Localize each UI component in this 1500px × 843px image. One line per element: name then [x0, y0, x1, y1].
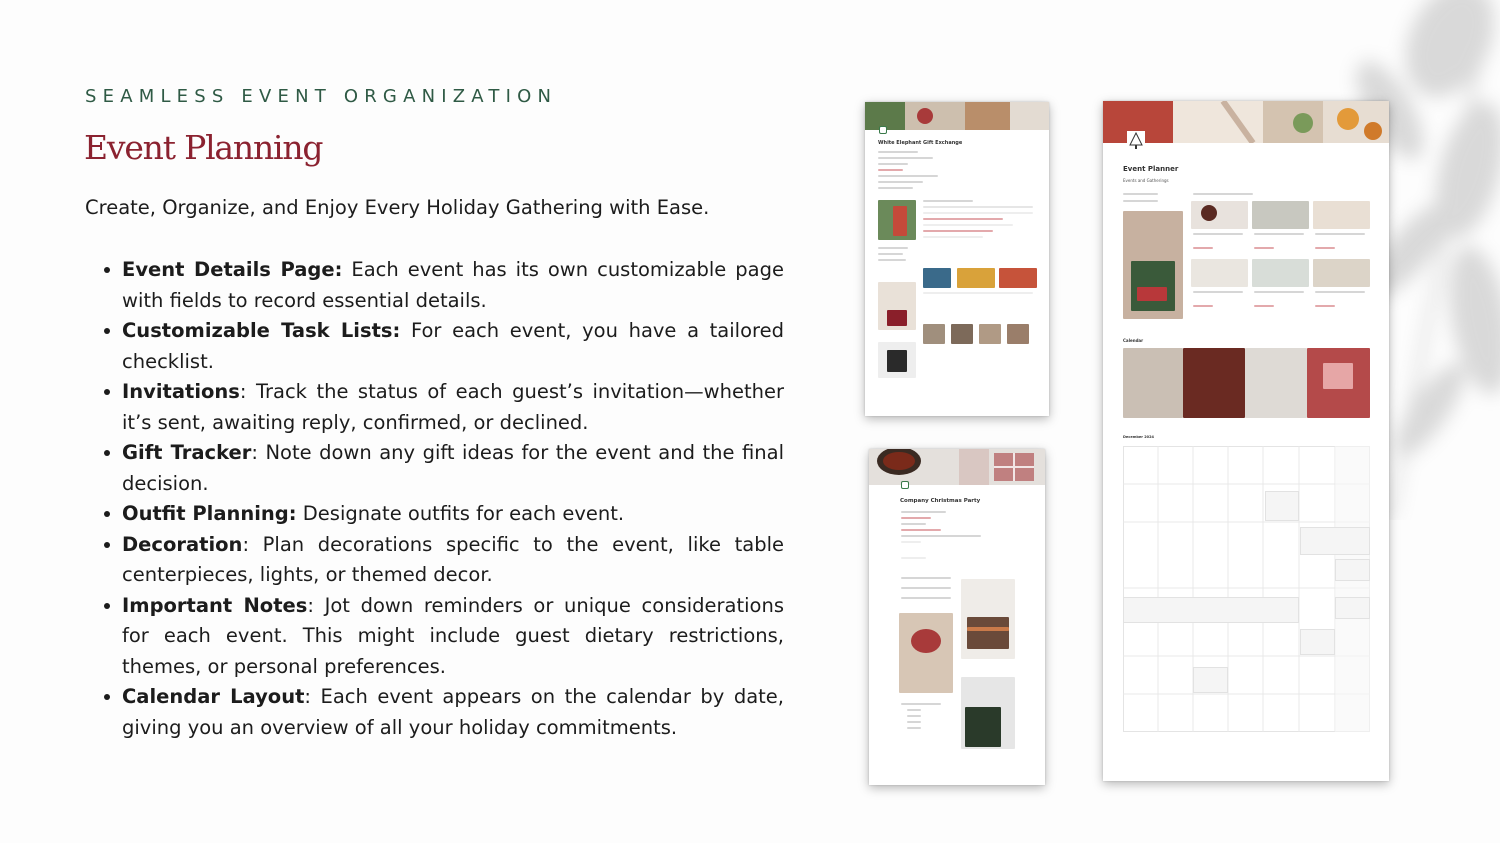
page-title: White Elephant Gift Exchange [878, 140, 963, 146]
feature-label: Decoration [122, 532, 243, 556]
feature-text: : Note down any gift ideas for the event and the final decision. [122, 441, 784, 495]
feature-text: : Plan decorations specific to the event, like table centerpieces, lights, or themed decor. [122, 532, 784, 586]
header-photo [865, 102, 1049, 130]
feature-label: Event Details Page: [122, 258, 343, 281]
section-eyebrow: SEAMLESS EVENT ORGANIZATION [85, 86, 558, 107]
header-photo [1103, 101, 1389, 143]
page-title: Company Christmas Party [900, 498, 981, 504]
feature-item-important-notes [101, 591, 784, 683]
feature-label: Outfit Planning: [122, 502, 297, 525]
feature-label: Gift Tracker [122, 441, 252, 464]
page-title: Event Planner [1123, 165, 1179, 173]
calendar-event [1300, 629, 1335, 655]
feature-text: Designate outfits for each event. [296, 502, 625, 525]
feature-label: Invitations [122, 380, 240, 403]
feature-text: For each event, you have a tailored checklist. [122, 319, 784, 373]
feature-item-event-details [101, 255, 784, 316]
feature-label: Important Notes [122, 593, 308, 617]
feature-text: : Each event appears on the calendar by date, giving you an overview of all your holiday commitments. [122, 685, 784, 739]
feature-label: Customizable Task Lists: [122, 319, 401, 342]
feature-text: : Track the status of each guest’s invitation—whether it’s sent, awaiting reply, confirmed, or declined. [122, 380, 784, 434]
header-photo [869, 449, 1045, 485]
calendar-event [1335, 559, 1370, 581]
tree-logo-icon [1127, 131, 1145, 151]
calendar-event [1300, 527, 1370, 555]
calendar-event [1193, 667, 1228, 693]
calendar-event [1335, 597, 1370, 619]
calendar-event [1265, 491, 1299, 521]
calendar-grid-lines [1123, 446, 1370, 732]
calendar-heading: Calendar [1123, 338, 1144, 343]
gift-exchange-page-screenshot [865, 102, 1049, 416]
tree-icon [879, 126, 887, 134]
christmas-party-page-screenshot [869, 449, 1045, 785]
feature-text: Each event has its own customizable page with fields to record essential details. [122, 258, 784, 312]
tree-icon [901, 481, 909, 489]
feature-item-gift-tracker [101, 438, 784, 499]
calendar-event [1123, 597, 1299, 623]
event-planner-page-screenshot [1103, 101, 1389, 781]
slide-title: Event Planning [84, 128, 323, 167]
intro-text: Create, Organize, and Enjoy Every Holiday Gathering with Ease. [85, 196, 710, 219]
feature-label: Calendar Layout [122, 685, 305, 708]
feature-item-calendar-layout [101, 682, 784, 743]
feature-item-task-lists [101, 316, 784, 377]
calendar-month: December 2024 [1123, 435, 1154, 439]
feature-item-invitations [101, 377, 784, 438]
feature-item-decoration [101, 530, 784, 591]
feature-item-outfit-planning [101, 499, 784, 530]
feature-text: : Jot down reminders or unique considerations for each event. This might include guest dietary restrictions, themes, or personal preferences. [122, 593, 785, 678]
feature-list [101, 255, 784, 743]
page-subtitle: Events and Gatherings [1123, 178, 1169, 183]
